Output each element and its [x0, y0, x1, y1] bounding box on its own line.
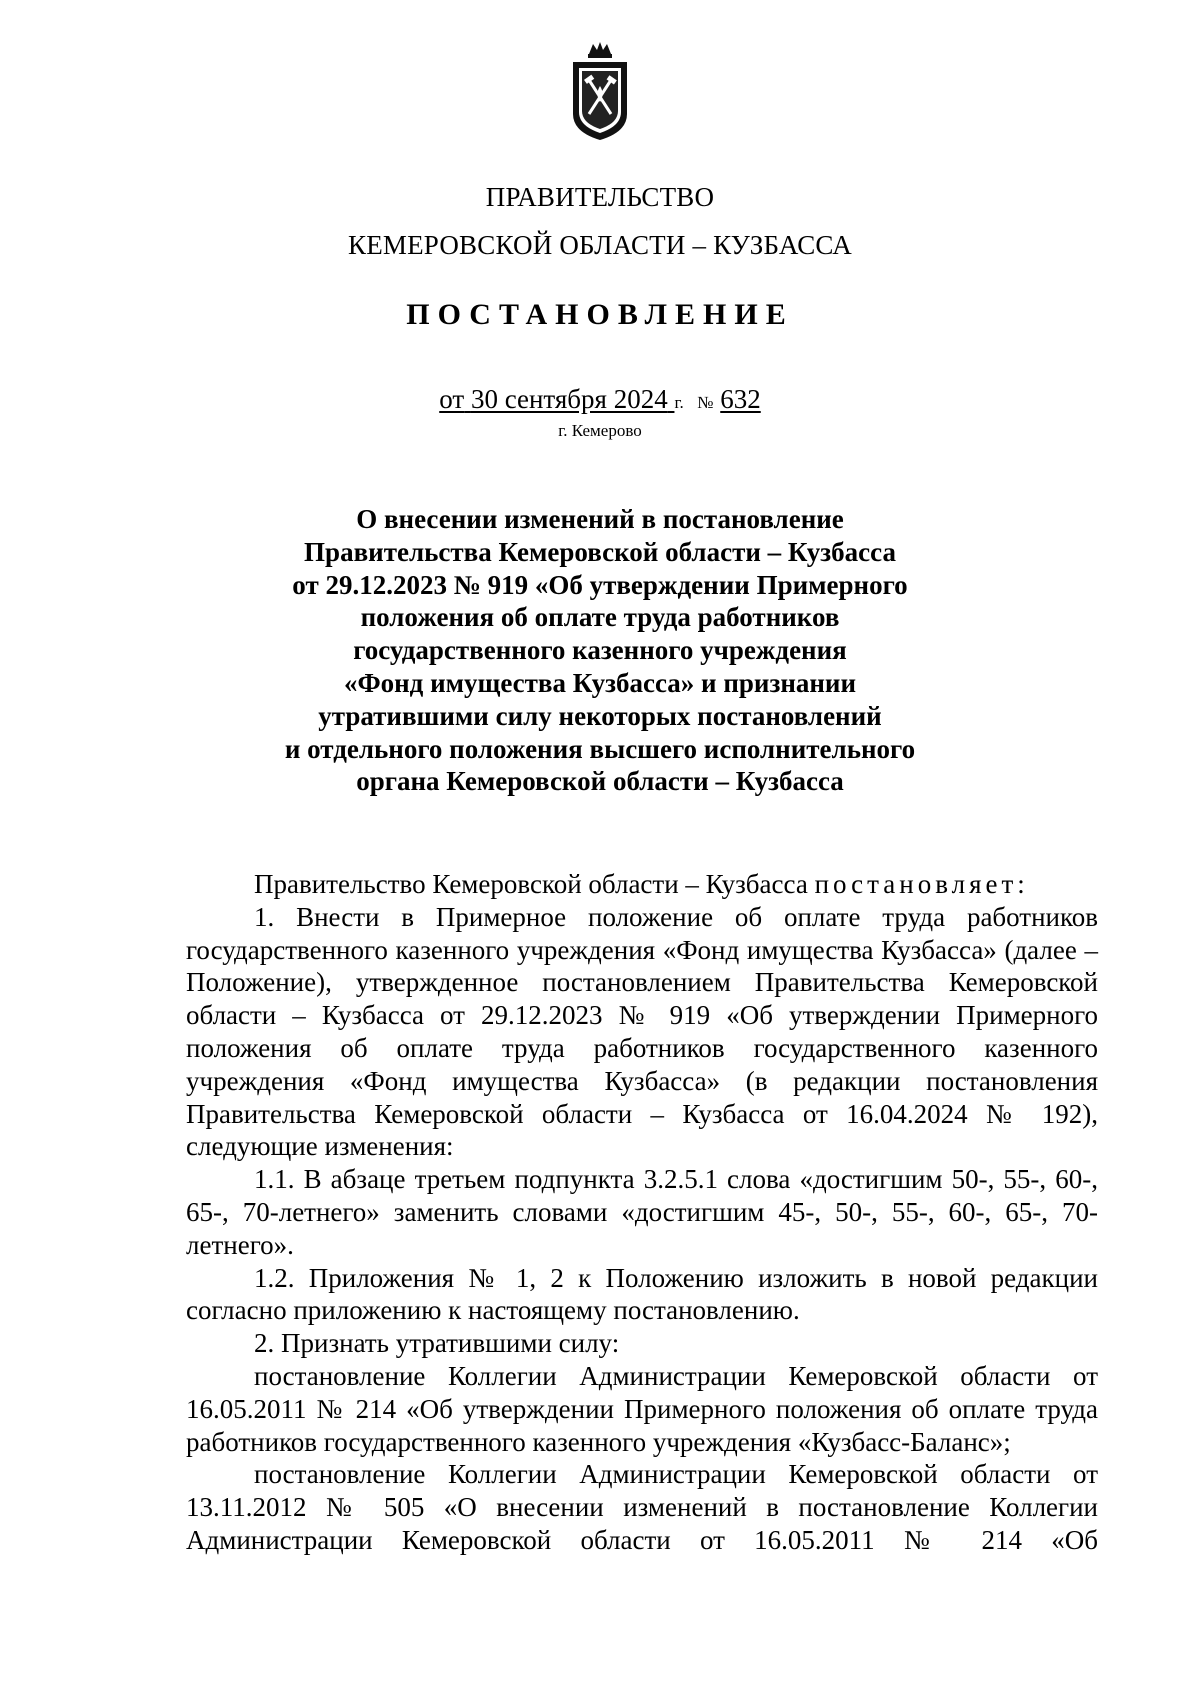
document-number: 632 [720, 384, 761, 414]
title-line: органа Кемеровской области – Кузбасса [356, 766, 844, 797]
paragraph-1-1: 1.1. В абзаце третьем подпункта 3.2.5.1 слова «достигшим 50-, 55-, 60-, 65-, 70-летнего» заменить словами «достигшим 45-, 50-, 55-, 60-, 65-, 70-летнего». [186, 1164, 1098, 1260]
title-line: О внесении изменений в постановление [356, 504, 844, 534]
intro-paragraph [186, 868, 1098, 901]
number-sign: № [697, 393, 714, 412]
title-line: Правительства Кемеровской области – Кузбасса [304, 536, 896, 567]
paragraph-1: 1. Внести в Примерное положение об оплате труда работников государственного казенного учреждения «Фонд имущества Кузбасса» (далее – Положение), утвержденное постановлением Правительства Кемеровской области – Кузбасса от 29.12.2023 № 919 «Об утверждении Примерного положения об оплате труда работников государственного казенного учреждения «Фонд имущества Кузбасса» (в редакции постановления Правительства Кемеровской области – Кузбасса от 16.04.2024 № 192), следующие изменения: [186, 901, 1098, 1162]
title-line: «Фонд имущества Кузбасса» и признании [343, 667, 857, 698]
document-title [0, 503, 1200, 798]
intro-text: Правительство Кемеровской области – Кузбасса [254, 869, 808, 899]
document-body [186, 868, 1098, 1557]
year-suffix: г. [674, 393, 684, 412]
paragraph-2-b: постановление Коллегии Администрации Кемеровской области от 13.11.2012 № 505 «О внесении изменений в постановление Коллегии Администрации Кемеровской области от 16.05.2011 № 214 «Об [186, 1459, 1098, 1555]
title-line: государственного казенного учреждения [353, 635, 847, 666]
paragraph-2: 2. Признать утратившими силу: [254, 1328, 620, 1359]
title-line: от 29.12.2023 № 919 «Об утверждении Примерного [292, 569, 908, 600]
date-value [439, 384, 674, 414]
title-line: положения об оплате труда работников [360, 602, 840, 633]
document-type: ПОСТАНОВЛЕНИЕ [406, 298, 794, 331]
coat-of-arms-icon [567, 40, 633, 144]
paragraph-2-a: постановление Коллегии Администрации Кемеровской области от 16.05.2011 № 214 «Об утверждении Примерного положения об оплате труда работников государственного казенного учреждения «Кузбасс-Баланс»; [186, 1360, 1098, 1457]
org-name-line2: КЕМЕРОВСКОЙ ОБЛАСТИ – КУЗБАССА [348, 230, 852, 260]
intro-decree-word: постановляет: [814, 869, 1029, 899]
date-text: 30 сентября 2024 [470, 384, 668, 414]
title-line: утратившими силу некоторых постановлений [318, 700, 882, 731]
org-name-line1: ПРАВИТЕЛЬСТВО [485, 182, 715, 212]
title-line: и отдельного положения высшего исполнительного [284, 733, 916, 764]
city: г. Кемерово [558, 421, 642, 440]
date-number-line [0, 384, 1200, 415]
date-prefix: от [439, 384, 465, 414]
paragraph-1-2: 1.2. Приложения № 1, 2 к Положению изложить в новой редакции согласно приложению к настоящему постановлению. [186, 1262, 1098, 1326]
